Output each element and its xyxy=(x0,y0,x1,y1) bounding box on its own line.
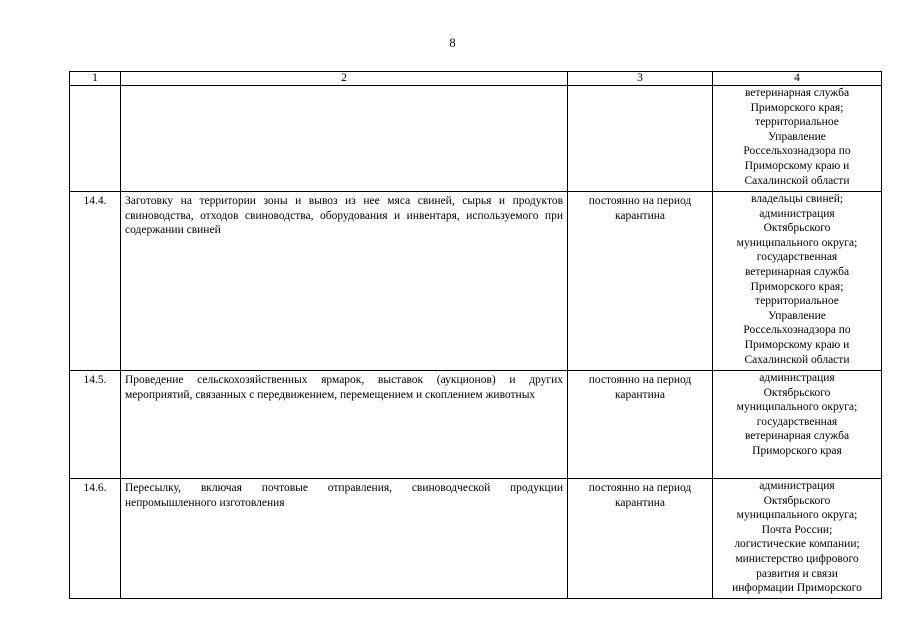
responsible-line: Приморскому краю и xyxy=(744,159,850,172)
responsible-line: ветеринарная служба xyxy=(744,87,850,99)
row-responsible xyxy=(713,192,882,371)
row-term: постоянно на период карантина xyxy=(568,192,713,371)
page-number: 8 xyxy=(449,36,456,50)
responsible-line: администрация xyxy=(759,207,835,220)
responsible-line: развития и связи xyxy=(756,567,838,580)
responsible-line: министерство цифрового xyxy=(735,552,859,565)
row-number: 14.6. xyxy=(70,479,121,599)
table-row xyxy=(70,479,882,599)
responsible-line: ветеринарная служба xyxy=(744,430,850,443)
row-term: постоянно на период карантина xyxy=(568,371,713,479)
table-header-row xyxy=(70,72,882,86)
responsible-line: муниципального округа; xyxy=(736,401,858,414)
responsible-line: Приморскому краю и xyxy=(744,338,850,351)
row-description: Пересылку, включая почтовые отправления, свиноводческой продукции непромышленного изготовления xyxy=(121,479,568,599)
column-header: 4 xyxy=(713,72,882,86)
responsible-line: Почта России; xyxy=(761,523,833,536)
row-description: Проведение сельскохозяйственных ярмарок, выставок (аукционов) и других мероприятий, связанных с передвижением, перемещением и скоплением животных xyxy=(121,371,568,479)
row-description xyxy=(121,86,568,192)
row-description: Заготовку на территории зоны и вывоз из нее мяса свиней, сырья и продуктов свиноводства, отходов свиноводства, оборудования и инвентаря, используемого при содержании свиней xyxy=(121,192,568,371)
responsible-line: ветеринарная служба xyxy=(744,265,850,278)
responsible-line: Октябрьского xyxy=(763,494,831,507)
responsible-line: Сахалинской области xyxy=(744,174,850,187)
responsible-line: Приморского края; xyxy=(750,280,844,293)
responsible-line: территориальное xyxy=(755,116,839,129)
responsible-line: администрация xyxy=(759,480,835,492)
responsible-line: владельцы свиней; xyxy=(750,193,844,205)
responsible-line: территориальное xyxy=(755,295,839,308)
responsible-line: логистические компании; xyxy=(734,538,860,551)
responsible-line: Управление xyxy=(768,130,826,143)
column-header: 1 xyxy=(70,72,121,86)
measures-table xyxy=(69,71,882,599)
table-row xyxy=(70,371,882,479)
responsible-line: администрация xyxy=(759,372,835,384)
responsible-line: Россельхознадзора по xyxy=(743,324,851,337)
responsible-line: Россельхознадзора по xyxy=(743,145,851,158)
responsible-line: муниципального округа; xyxy=(736,509,858,522)
row-number: 14.5. xyxy=(70,371,121,479)
column-header: 3 xyxy=(568,72,713,86)
responsible-line: Приморского края; xyxy=(750,101,844,114)
responsible-line: Октябрьского xyxy=(763,222,831,235)
row-term: постоянно на период карантина xyxy=(568,479,713,599)
row-term xyxy=(568,86,713,192)
row-responsible xyxy=(713,479,882,599)
responsible-line: Сахалинской области xyxy=(744,353,850,366)
row-number xyxy=(70,86,121,192)
responsible-line: информации Приморского xyxy=(732,582,862,595)
responsible-line: Управление xyxy=(768,309,826,322)
responsible-line: муниципального округа; xyxy=(736,236,858,249)
table-row xyxy=(70,86,882,192)
responsible-line: Приморского края xyxy=(752,444,842,457)
responsible-line: государственная xyxy=(756,415,838,428)
responsible-line: Октябрьского xyxy=(763,386,831,399)
row-responsible xyxy=(713,371,882,479)
table-row xyxy=(70,192,882,371)
column-header: 2 xyxy=(121,72,568,86)
responsible-line: государственная xyxy=(756,251,838,264)
row-number: 14.4. xyxy=(70,192,121,371)
row-responsible xyxy=(713,86,882,192)
